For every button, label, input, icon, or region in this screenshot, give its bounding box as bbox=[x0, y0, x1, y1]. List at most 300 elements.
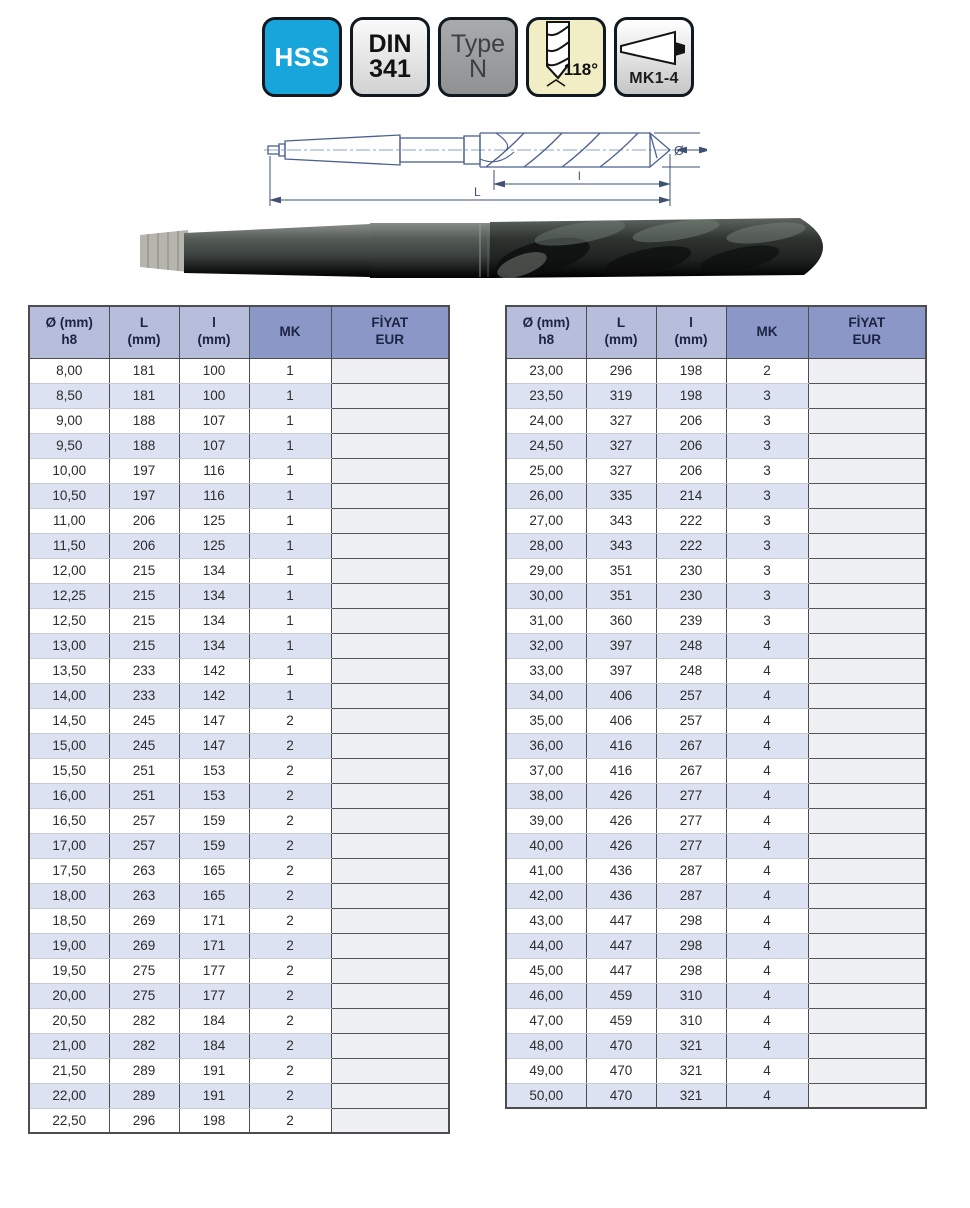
diameter-cell: 36,00 bbox=[506, 733, 586, 758]
flute-length-cell: 248 bbox=[656, 658, 726, 683]
flute-length-cell: 222 bbox=[656, 508, 726, 533]
mk-cell: 1 bbox=[249, 608, 331, 633]
overall-length-cell: 343 bbox=[586, 533, 656, 558]
mk-cell: 3 bbox=[726, 533, 808, 558]
diameter-cell: 22,50 bbox=[29, 1108, 109, 1133]
price-cell bbox=[808, 983, 926, 1008]
overall-length-cell: 335 bbox=[586, 483, 656, 508]
flute-length-cell: 116 bbox=[179, 458, 249, 483]
price-cell bbox=[808, 808, 926, 833]
diameter-cell: 17,50 bbox=[29, 858, 109, 883]
overall-length-cell: 343 bbox=[586, 508, 656, 533]
overall-length-cell: 257 bbox=[109, 833, 179, 858]
column-header: Ø (mm) h8 bbox=[506, 306, 586, 358]
table-row bbox=[29, 933, 449, 958]
flute-length-cell: 165 bbox=[179, 883, 249, 908]
flute-length-cell: 142 bbox=[179, 658, 249, 683]
price-cell bbox=[808, 558, 926, 583]
overall-length-cell: 397 bbox=[586, 633, 656, 658]
flute-length-cell: 257 bbox=[656, 708, 726, 733]
flute-length-cell: 198 bbox=[656, 358, 726, 383]
table-row bbox=[506, 433, 926, 458]
column-header: MK bbox=[726, 306, 808, 358]
column-header: l (mm) bbox=[656, 306, 726, 358]
flute-length-cell: 171 bbox=[179, 933, 249, 958]
table-row bbox=[506, 558, 926, 583]
flute-length-cell: 248 bbox=[656, 633, 726, 658]
overall-length-cell: 289 bbox=[109, 1083, 179, 1108]
table-row bbox=[506, 408, 926, 433]
din-badge-line1: DIN bbox=[368, 29, 412, 58]
price-cell bbox=[808, 383, 926, 408]
diameter-cell: 16,50 bbox=[29, 808, 109, 833]
overall-length-cell: 470 bbox=[586, 1033, 656, 1058]
overall-length-cell: 436 bbox=[586, 883, 656, 908]
flute-length-cell: 184 bbox=[179, 1008, 249, 1033]
diameter-cell: 29,00 bbox=[506, 558, 586, 583]
type-badge-line1: Type bbox=[450, 29, 506, 58]
flute-length-cell: 310 bbox=[656, 1008, 726, 1033]
table-row bbox=[29, 608, 449, 633]
price-cell bbox=[808, 508, 926, 533]
overall-length-cell: 296 bbox=[586, 358, 656, 383]
table-row bbox=[29, 708, 449, 733]
flute-length-cell: 198 bbox=[179, 1108, 249, 1133]
table-row bbox=[29, 983, 449, 1008]
diameter-cell: 13,50 bbox=[29, 658, 109, 683]
diameter-cell: 33,00 bbox=[506, 658, 586, 683]
technical-drawing bbox=[262, 112, 707, 208]
diameter-cell: 14,50 bbox=[29, 708, 109, 733]
price-cell bbox=[808, 758, 926, 783]
overall-length-cell: 215 bbox=[109, 558, 179, 583]
price-cell bbox=[808, 733, 926, 758]
spec-table-left bbox=[28, 305, 450, 1134]
price-cell bbox=[331, 958, 449, 983]
price-cell bbox=[808, 883, 926, 908]
price-cell bbox=[331, 908, 449, 933]
header-row bbox=[506, 306, 926, 358]
price-cell bbox=[331, 758, 449, 783]
overall-length-cell: 251 bbox=[109, 783, 179, 808]
price-cell bbox=[331, 558, 449, 583]
diameter-cell: 12,25 bbox=[29, 583, 109, 608]
flute-length-cell: 321 bbox=[656, 1033, 726, 1058]
mk-cell: 4 bbox=[726, 733, 808, 758]
flute-length-cell: 125 bbox=[179, 508, 249, 533]
mk-cell: 4 bbox=[726, 1083, 808, 1108]
table-row bbox=[29, 758, 449, 783]
flute-length-cell: 191 bbox=[179, 1083, 249, 1108]
price-cell bbox=[808, 1033, 926, 1058]
price-cell bbox=[808, 858, 926, 883]
table-row bbox=[506, 783, 926, 808]
diameter-cell: 22,00 bbox=[29, 1083, 109, 1108]
flute-length-cell: 298 bbox=[656, 933, 726, 958]
table-row bbox=[29, 958, 449, 983]
table-row bbox=[506, 508, 926, 533]
flute-length-cell: 134 bbox=[179, 633, 249, 658]
price-cell bbox=[808, 583, 926, 608]
flute-length-cell: 230 bbox=[656, 558, 726, 583]
overall-length-cell: 319 bbox=[586, 383, 656, 408]
morse-taper-shank-icon bbox=[617, 26, 691, 72]
price-cell bbox=[808, 683, 926, 708]
price-cell bbox=[808, 408, 926, 433]
morse-taper-label: MK1-4 bbox=[629, 69, 679, 87]
mk-cell: 3 bbox=[726, 433, 808, 458]
mk-cell: 1 bbox=[249, 683, 331, 708]
overall-length-cell: 188 bbox=[109, 433, 179, 458]
diameter-cell: 25,00 bbox=[506, 458, 586, 483]
overall-length-cell: 275 bbox=[109, 983, 179, 1008]
mk-cell: 1 bbox=[249, 408, 331, 433]
overall-length-cell: 327 bbox=[586, 433, 656, 458]
price-cell bbox=[331, 583, 449, 608]
mk-cell: 3 bbox=[726, 583, 808, 608]
flute-length-cell: 310 bbox=[656, 983, 726, 1008]
flute-length-cell: 198 bbox=[656, 383, 726, 408]
overall-length-cell: 459 bbox=[586, 1008, 656, 1033]
flute-length-cell: 100 bbox=[179, 383, 249, 408]
flute-length-cell: 277 bbox=[656, 783, 726, 808]
diameter-cell: 44,00 bbox=[506, 933, 586, 958]
flute-length-cell: 177 bbox=[179, 958, 249, 983]
price-cell bbox=[331, 483, 449, 508]
table-row bbox=[506, 1058, 926, 1083]
diameter-cell: 24,00 bbox=[506, 408, 586, 433]
price-cell bbox=[331, 1083, 449, 1108]
mk-cell: 1 bbox=[249, 358, 331, 383]
mk-cell: 2 bbox=[249, 708, 331, 733]
flute-length-cell: 159 bbox=[179, 808, 249, 833]
overall-length-cell: 406 bbox=[586, 683, 656, 708]
flute-length-cell: 277 bbox=[656, 808, 726, 833]
diameter-cell: 38,00 bbox=[506, 783, 586, 808]
mk-cell: 4 bbox=[726, 883, 808, 908]
table-row bbox=[29, 508, 449, 533]
table-row bbox=[29, 733, 449, 758]
mk-cell: 2 bbox=[249, 858, 331, 883]
flute-length-cell: 267 bbox=[656, 733, 726, 758]
flute-length-cell: 191 bbox=[179, 1058, 249, 1083]
mk-cell: 4 bbox=[726, 808, 808, 833]
mk-cell: 2 bbox=[726, 358, 808, 383]
mk-cell: 4 bbox=[726, 1033, 808, 1058]
table-row bbox=[506, 833, 926, 858]
flute-length-cell: 107 bbox=[179, 408, 249, 433]
flute-length-cell: 206 bbox=[656, 408, 726, 433]
mk-cell: 1 bbox=[249, 583, 331, 608]
price-cell bbox=[331, 508, 449, 533]
price-cell bbox=[331, 608, 449, 633]
table-row bbox=[29, 683, 449, 708]
flute-length-cell: 206 bbox=[656, 433, 726, 458]
flute-length-cell: 153 bbox=[179, 783, 249, 808]
diameter-cell: 37,00 bbox=[506, 758, 586, 783]
mk-cell: 3 bbox=[726, 408, 808, 433]
mk-cell: 2 bbox=[249, 933, 331, 958]
column-header: MK bbox=[249, 306, 331, 358]
diameter-cell: 24,50 bbox=[506, 433, 586, 458]
table-row bbox=[506, 583, 926, 608]
flute-length-label: l bbox=[578, 169, 581, 183]
diameter-cell: 8,50 bbox=[29, 383, 109, 408]
column-header: L (mm) bbox=[109, 306, 179, 358]
flute-length-cell: 184 bbox=[179, 1033, 249, 1058]
flute-length-dimension bbox=[494, 154, 670, 206]
overall-length-cell: 470 bbox=[586, 1058, 656, 1083]
diameter-label: Ø bbox=[674, 143, 685, 158]
mk-cell: 2 bbox=[249, 808, 331, 833]
overall-length-cell: 245 bbox=[109, 733, 179, 758]
flute-length-cell: 147 bbox=[179, 733, 249, 758]
table-row bbox=[506, 383, 926, 408]
flute-length-cell: 287 bbox=[656, 883, 726, 908]
overall-length-cell: 181 bbox=[109, 358, 179, 383]
morse-taper-badge bbox=[614, 17, 694, 97]
diameter-cell: 16,00 bbox=[29, 783, 109, 808]
flute-length-cell: 134 bbox=[179, 608, 249, 633]
overall-length-cell: 447 bbox=[586, 958, 656, 983]
flute-length-cell: 321 bbox=[656, 1083, 726, 1108]
flute-length-cell: 298 bbox=[656, 908, 726, 933]
mk-cell: 2 bbox=[249, 1083, 331, 1108]
price-cell bbox=[808, 783, 926, 808]
overall-length-label: L bbox=[474, 185, 481, 199]
table-row bbox=[506, 708, 926, 733]
overall-length-cell: 470 bbox=[586, 1083, 656, 1108]
hss-badge bbox=[262, 17, 342, 97]
diameter-cell: 10,00 bbox=[29, 458, 109, 483]
table-row bbox=[29, 358, 449, 383]
overall-length-cell: 275 bbox=[109, 958, 179, 983]
diameter-cell: 9,00 bbox=[29, 408, 109, 433]
mk-cell: 4 bbox=[726, 683, 808, 708]
column-header: FİYAT EUR bbox=[808, 306, 926, 358]
price-cell bbox=[331, 883, 449, 908]
diameter-cell: 18,00 bbox=[29, 883, 109, 908]
diameter-cell: 41,00 bbox=[506, 858, 586, 883]
overall-length-cell: 233 bbox=[109, 658, 179, 683]
flute-length-cell: 177 bbox=[179, 983, 249, 1008]
diameter-cell: 8,00 bbox=[29, 358, 109, 383]
mk-cell: 4 bbox=[726, 708, 808, 733]
table-row bbox=[29, 908, 449, 933]
diameter-cell: 15,00 bbox=[29, 733, 109, 758]
mk-cell: 3 bbox=[726, 383, 808, 408]
overall-length-cell: 406 bbox=[586, 708, 656, 733]
overall-length-cell: 197 bbox=[109, 458, 179, 483]
price-cell bbox=[331, 808, 449, 833]
price-cell bbox=[808, 533, 926, 558]
hss-badge-label: HSS bbox=[274, 41, 330, 72]
mk-cell: 2 bbox=[249, 833, 331, 858]
overall-length-cell: 289 bbox=[109, 1058, 179, 1083]
table-row bbox=[506, 1033, 926, 1058]
flute-length-cell: 257 bbox=[656, 683, 726, 708]
flute-length-cell: 107 bbox=[179, 433, 249, 458]
table-row bbox=[29, 558, 449, 583]
table-row bbox=[506, 458, 926, 483]
overall-length-cell: 416 bbox=[586, 733, 656, 758]
overall-length-cell: 257 bbox=[109, 808, 179, 833]
table-row bbox=[506, 858, 926, 883]
flute-length-cell: 277 bbox=[656, 833, 726, 858]
flute-length-cell: 153 bbox=[179, 758, 249, 783]
table-row bbox=[506, 608, 926, 633]
diameter-cell: 11,50 bbox=[29, 533, 109, 558]
mk-cell: 1 bbox=[249, 658, 331, 683]
table-row bbox=[29, 408, 449, 433]
price-cell bbox=[331, 833, 449, 858]
flute-length-cell: 142 bbox=[179, 683, 249, 708]
flute-length-cell: 171 bbox=[179, 908, 249, 933]
flute-length-cell: 159 bbox=[179, 833, 249, 858]
overall-length-cell: 245 bbox=[109, 708, 179, 733]
price-cell bbox=[331, 933, 449, 958]
table-row bbox=[29, 383, 449, 408]
point-angle-label: 118° bbox=[563, 59, 598, 79]
table-row bbox=[29, 658, 449, 683]
mk-cell: 2 bbox=[249, 1108, 331, 1133]
diameter-cell: 19,00 bbox=[29, 933, 109, 958]
price-cell bbox=[331, 708, 449, 733]
table-row bbox=[506, 658, 926, 683]
mk-cell: 1 bbox=[249, 533, 331, 558]
table-row bbox=[506, 358, 926, 383]
flute-length-cell: 134 bbox=[179, 558, 249, 583]
column-header: L (mm) bbox=[586, 306, 656, 358]
price-cell bbox=[808, 358, 926, 383]
diameter-cell: 19,50 bbox=[29, 958, 109, 983]
flute-length-cell: 267 bbox=[656, 758, 726, 783]
diameter-cell: 40,00 bbox=[506, 833, 586, 858]
drill-photo bbox=[128, 209, 854, 289]
price-cell bbox=[331, 633, 449, 658]
mk-cell: 2 bbox=[249, 908, 331, 933]
overall-length-cell: 282 bbox=[109, 1008, 179, 1033]
flute-length-cell: 239 bbox=[656, 608, 726, 633]
diameter-cell: 50,00 bbox=[506, 1083, 586, 1108]
overall-length-cell: 447 bbox=[586, 908, 656, 933]
table-row bbox=[506, 483, 926, 508]
price-cell bbox=[331, 408, 449, 433]
price-cell bbox=[808, 1008, 926, 1033]
overall-length-cell: 269 bbox=[109, 933, 179, 958]
overall-length-cell: 206 bbox=[109, 508, 179, 533]
price-cell bbox=[331, 433, 449, 458]
column-header: l (mm) bbox=[179, 306, 249, 358]
diameter-cell: 10,50 bbox=[29, 483, 109, 508]
overall-length-cell: 215 bbox=[109, 633, 179, 658]
price-cell bbox=[331, 458, 449, 483]
diameter-cell: 11,00 bbox=[29, 508, 109, 533]
mk-cell: 1 bbox=[249, 508, 331, 533]
overall-length-cell: 233 bbox=[109, 683, 179, 708]
mk-cell: 3 bbox=[726, 608, 808, 633]
mk-cell: 3 bbox=[726, 558, 808, 583]
price-cell bbox=[808, 433, 926, 458]
diameter-cell: 45,00 bbox=[506, 958, 586, 983]
overall-length-cell: 215 bbox=[109, 583, 179, 608]
diameter-cell: 48,00 bbox=[506, 1033, 586, 1058]
mk-cell: 4 bbox=[726, 908, 808, 933]
table-row bbox=[506, 1008, 926, 1033]
price-cell bbox=[331, 658, 449, 683]
diameter-cell: 20,00 bbox=[29, 983, 109, 1008]
price-cell bbox=[808, 483, 926, 508]
spec-table-right bbox=[505, 305, 927, 1109]
table-row bbox=[29, 433, 449, 458]
price-cell bbox=[808, 458, 926, 483]
mk-cell: 4 bbox=[726, 958, 808, 983]
table-row bbox=[29, 533, 449, 558]
flute-length-cell: 321 bbox=[656, 1058, 726, 1083]
table-row bbox=[506, 683, 926, 708]
diameter-cell: 43,00 bbox=[506, 908, 586, 933]
table-row bbox=[29, 1083, 449, 1108]
overall-length-cell: 426 bbox=[586, 808, 656, 833]
table-row bbox=[29, 583, 449, 608]
point-angle-badge bbox=[526, 17, 606, 97]
diameter-cell: 13,00 bbox=[29, 633, 109, 658]
table-row bbox=[29, 483, 449, 508]
flute-length-cell: 222 bbox=[656, 533, 726, 558]
overall-length-cell: 459 bbox=[586, 983, 656, 1008]
mk-cell: 1 bbox=[249, 483, 331, 508]
overall-length-cell: 296 bbox=[109, 1108, 179, 1133]
price-cell bbox=[808, 658, 926, 683]
table-row bbox=[29, 883, 449, 908]
table-row bbox=[29, 1033, 449, 1058]
overall-length-cell: 351 bbox=[586, 558, 656, 583]
table-row bbox=[29, 633, 449, 658]
overall-length-cell: 197 bbox=[109, 483, 179, 508]
flute-length-cell: 100 bbox=[179, 358, 249, 383]
mk-cell: 2 bbox=[249, 1008, 331, 1033]
table-row bbox=[506, 633, 926, 658]
diameter-cell: 12,00 bbox=[29, 558, 109, 583]
drill-point-118-icon bbox=[529, 20, 603, 94]
overall-length-cell: 251 bbox=[109, 758, 179, 783]
table-row bbox=[29, 1108, 449, 1133]
overall-length-cell: 426 bbox=[586, 783, 656, 808]
diameter-cell: 14,00 bbox=[29, 683, 109, 708]
table-row bbox=[29, 833, 449, 858]
price-cell bbox=[808, 833, 926, 858]
mk-cell: 2 bbox=[249, 733, 331, 758]
mk-cell: 4 bbox=[726, 858, 808, 883]
table-row bbox=[29, 783, 449, 808]
overall-length-cell: 360 bbox=[586, 608, 656, 633]
price-cell bbox=[331, 1058, 449, 1083]
type-badge-line2: N bbox=[468, 55, 488, 83]
diameter-cell: 15,50 bbox=[29, 758, 109, 783]
overall-length-cell: 206 bbox=[109, 533, 179, 558]
diameter-cell: 12,50 bbox=[29, 608, 109, 633]
mk-cell: 2 bbox=[249, 1058, 331, 1083]
price-cell bbox=[331, 983, 449, 1008]
price-cell bbox=[331, 358, 449, 383]
overall-length-cell: 416 bbox=[586, 758, 656, 783]
mk-cell: 1 bbox=[249, 458, 331, 483]
price-cell bbox=[331, 683, 449, 708]
mk-cell: 4 bbox=[726, 833, 808, 858]
mk-cell: 1 bbox=[249, 433, 331, 458]
mk-cell: 4 bbox=[726, 933, 808, 958]
mk-cell: 4 bbox=[726, 658, 808, 683]
